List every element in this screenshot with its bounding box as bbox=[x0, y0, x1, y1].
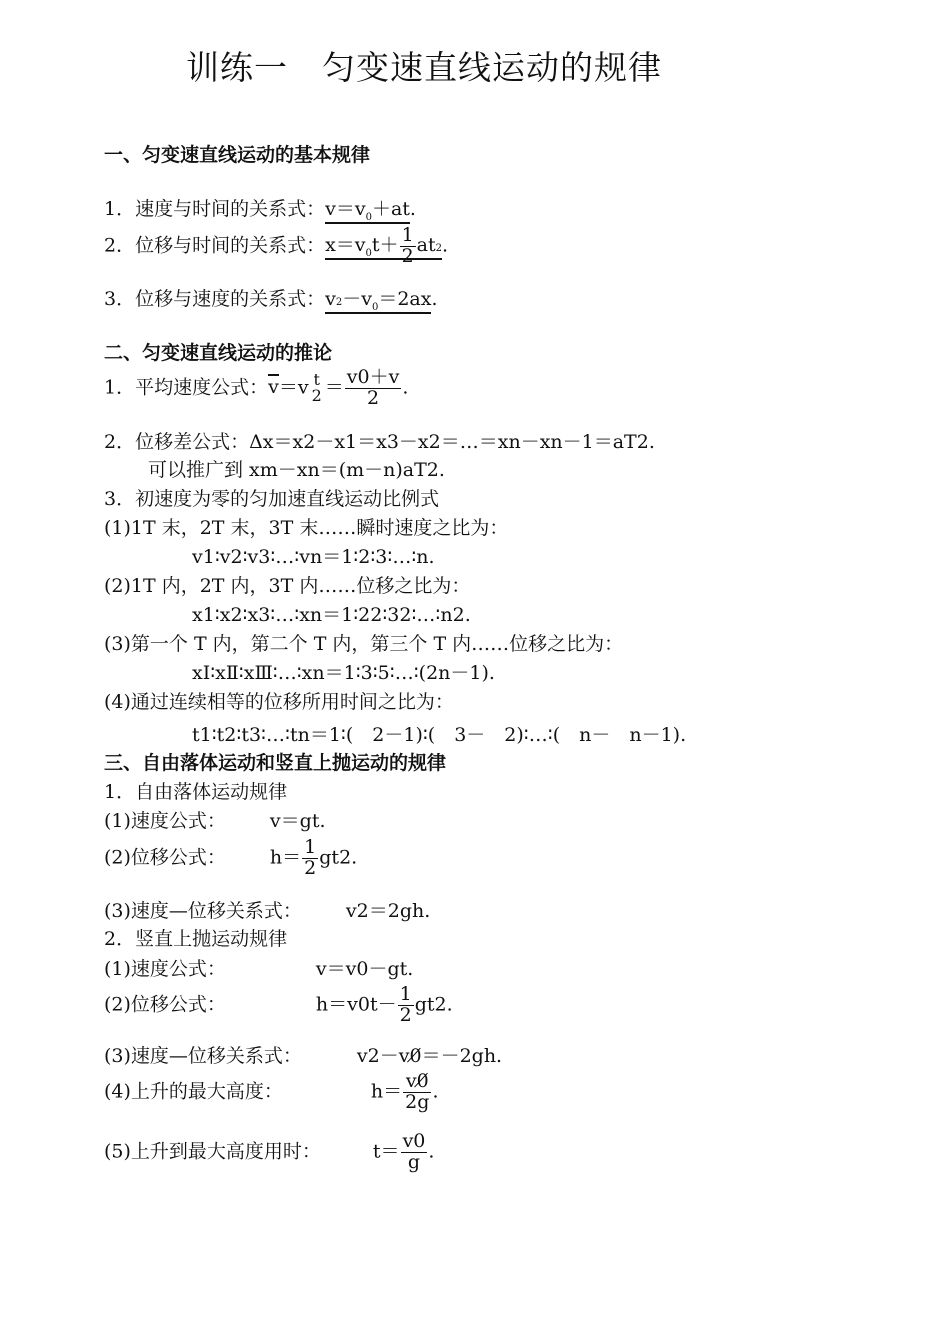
formula-label: 1．速度与时间的关系式： bbox=[104, 198, 326, 220]
ratio-item-2-formula: x1∶x2∶x3∶…∶xn＝1∶22∶32∶…∶n2. bbox=[192, 604, 471, 626]
section3-heading: 三、自由落体运动和竖直上抛运动的规律 bbox=[104, 752, 447, 774]
fraction: t 2 bbox=[311, 369, 322, 406]
vertical-throw-velocity: (1)速度公式： v＝v0－gt. bbox=[104, 958, 414, 980]
free-fall-velocity-displacement: (3)速度—位移关系式： v2＝2gh. bbox=[104, 900, 431, 922]
fraction: $\frac{v0}{g}$ bbox=[402, 1130, 426, 1173]
fraction: $\frac{v0+v}{2}$ bbox=[346, 366, 400, 409]
formula-label: 3．位移与速度的关系式： bbox=[104, 288, 326, 310]
average-v-symbol: v bbox=[268, 376, 279, 399]
free-fall-heading: 1．自由落体运动规律 bbox=[104, 781, 288, 803]
section2-heading: 二、匀变速直线运动的推论 bbox=[104, 342, 333, 364]
formula-expression: $v=v_0+at$ bbox=[325, 198, 410, 223]
ratio-item-1: (1)1T 末，2T 末，3T 末……瞬时速度之比为： bbox=[104, 517, 509, 539]
vertical-throw-displacement: (2)位移公式： h＝v0t－ $\frac{1}{2}$ gt2. bbox=[104, 983, 453, 1026]
formula-average-velocity: 1．平均速度公式：v＝v t 2 ＝ $\frac{v0+v}{2}$ . bbox=[104, 366, 409, 409]
formula-label: 2．位移与时间的关系式： bbox=[104, 234, 326, 257]
ratio-item-3-formula: xⅠ∶xⅡ∶xⅢ∶…∶xn＝1∶3∶5∶…∶(2n－1). bbox=[192, 662, 495, 684]
ratio-heading: 3．初速度为零的匀加速直线运动比例式 bbox=[104, 488, 440, 510]
fraction: $\frac{1}{2}$ bbox=[399, 983, 412, 1026]
formula-expression: $v2-v_0=2ax$ bbox=[325, 288, 432, 313]
vertical-throw-velocity-displacement: (3)速度—位移关系式： v2－v0̸＝－2gh. bbox=[104, 1045, 503, 1067]
formula-velocity-time: 1．速度与时间的关系式：$v=v_0+at$. bbox=[104, 198, 416, 223]
max-height-formula: (4)上升的最大高度： h＝ $\frac{v0̸}{2g}$ . bbox=[104, 1070, 439, 1113]
ratio-item-4-formula: t1∶t2∶t3∶…∶tn＝1∶( 2－1)∶( 3－ 2)∶…∶( n－ n－1). bbox=[192, 724, 687, 746]
free-fall-displacement: (2)位移公式： h＝ $\frac{1}{2}$ gt2. bbox=[104, 836, 358, 879]
ratio-item-2: (2)1T 内，2T 内，3T 内……位移之比为： bbox=[104, 575, 471, 597]
free-fall-velocity: (1)速度公式： v＝gt. bbox=[104, 810, 326, 832]
time-to-max-height-formula: (5)上升到最大高度用时： t＝ $\frac{v0}{g}$ . bbox=[104, 1130, 435, 1173]
fraction: $\frac{1}{2}$ bbox=[401, 224, 414, 267]
ratio-item-4: (4)通过连续相等的位移所用时间之比为： bbox=[104, 691, 454, 713]
fraction: $\frac{v0̸}{2g}$ bbox=[405, 1070, 430, 1113]
ratio-item-1-formula: v1∶v2∶v3∶…∶vn＝1∶2∶3∶…∶n. bbox=[192, 546, 435, 568]
formula-displacement-time: 2．位移与时间的关系式：$x=v_0t+$ $\frac{1}{2}$ at2. bbox=[104, 224, 449, 267]
formula-expression: $x=v_0t+$ $\frac{1}{2}$ at2 bbox=[325, 224, 442, 267]
section1-heading: 一、匀变速直线运动的基本规律 bbox=[104, 144, 371, 166]
formula-displacement-difference: 2．位移差公式：Δx＝x2－x1＝x3－x2＝…＝xn－xn－1＝aT2. bbox=[104, 431, 655, 453]
ratio-item-3: (3)第一个 T 内，第二个 T 内，第三个 T 内……位移之比为： bbox=[104, 633, 624, 655]
formula-velocity-displacement: 3．位移与速度的关系式：$v2-v_0=2ax$. bbox=[104, 288, 438, 313]
vertical-throw-heading: 2．竖直上抛运动规律 bbox=[104, 928, 288, 950]
document-title: 训练一 匀变速直线运动的规律 bbox=[186, 48, 662, 87]
formula-displacement-difference-extended: 可以推广到 xm－xn＝(m－n)aT2. bbox=[148, 459, 445, 481]
fraction: $\frac{1}{2}$ bbox=[304, 836, 317, 879]
